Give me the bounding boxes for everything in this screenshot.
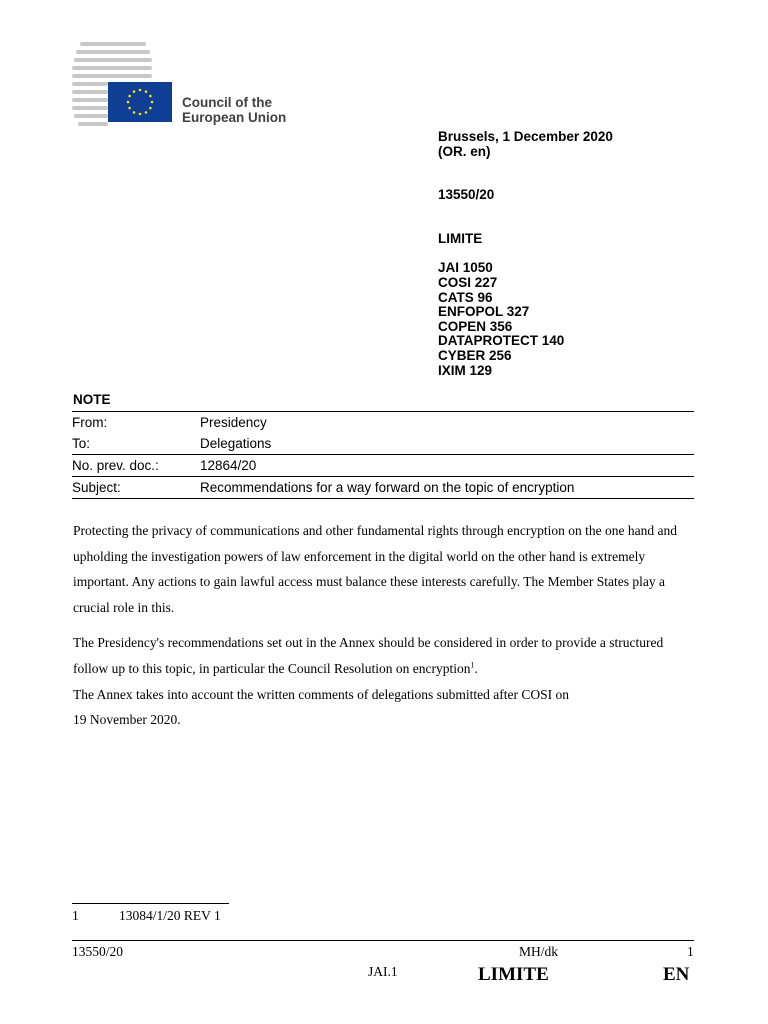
note-row-subject (72, 477, 694, 499)
paragraph-3-line1: The Annex takes into account the written comments of delegations submitted after COSI on (73, 686, 570, 702)
footnote-separator (72, 903, 229, 904)
original-language: (OR. en) (438, 143, 491, 159)
code-item: JAI 1050 (438, 260, 493, 276)
organization-name-line2: European Union (182, 110, 287, 125)
note-row-from (72, 412, 694, 433)
footnote (72, 908, 221, 924)
organization-name-line1: Council of the (182, 95, 272, 110)
footer-separator (72, 940, 694, 941)
place-date: Brussels, 1 December 2020 (438, 129, 613, 144)
code-item: CATS 96 (438, 289, 493, 305)
eu-flag-icon (108, 82, 172, 122)
footer-department: JAI.1 (368, 964, 398, 979)
note-value: Recommendations for a way forward on the topic of encryption (200, 480, 575, 495)
code-item: ENFOPOL 327 (438, 304, 530, 320)
code-item: COSI 227 (438, 274, 498, 290)
doc-number: 13550/20 (438, 187, 495, 203)
code-item: IXIM 129 (438, 362, 493, 378)
paragraph-2-end: . (474, 660, 478, 676)
paragraph-3-line2: 19 November 2020. (73, 712, 181, 728)
footer-page-number: 1 (687, 944, 694, 959)
classification: LIMITE (438, 231, 483, 247)
note-label: To: (72, 436, 91, 451)
note-label: From: (72, 415, 108, 430)
paragraph-2-text: The Presidency's recommendations set out in the Annex should be considered in order to provide a structured follow up to this topic, in particular the Council Resolution on encryption (73, 635, 664, 676)
code-item: COPEN 356 (438, 318, 513, 334)
body-paragraph-2 (73, 630, 698, 733)
footnote-reference[interactable]: 1 (470, 660, 475, 670)
document-metadata (438, 130, 613, 378)
footnote-number: 1 (72, 908, 79, 923)
note-heading: NOTE (73, 392, 111, 407)
note-value: 12864/20 (200, 458, 257, 473)
body-paragraph-1: Protecting the privacy of communications and other fundamental rights through encryption on the one hand and upholding the investigation powers of law enforcement in the digital world on the other hand is extremely important. Any actions to gain lawful access must balance these interests carefully. The Member States play a crucial role in this. (73, 523, 677, 615)
footer-language: EN (663, 964, 690, 985)
code-item: DATAPROTECT 140 (438, 333, 565, 349)
note-value: Delegations (200, 436, 272, 451)
footer-classification: LIMITE (478, 964, 549, 985)
body-text (73, 518, 698, 733)
note-row-prev-doc (72, 455, 694, 477)
note-label: No. prev. doc.: (72, 458, 159, 473)
note-label: Subject: (72, 480, 121, 495)
organization-name (182, 95, 286, 125)
note-row-to (72, 433, 694, 455)
footer-doc-ref: 13550/20 (72, 944, 124, 959)
code-item: CYBER 256 (438, 347, 512, 363)
footnote-text: 13084/1/20 REV 1 (119, 908, 221, 923)
note-value: Presidency (200, 415, 267, 430)
footer-initials: MH/dk (519, 944, 559, 959)
note-table (72, 411, 694, 499)
council-logo (72, 40, 312, 130)
